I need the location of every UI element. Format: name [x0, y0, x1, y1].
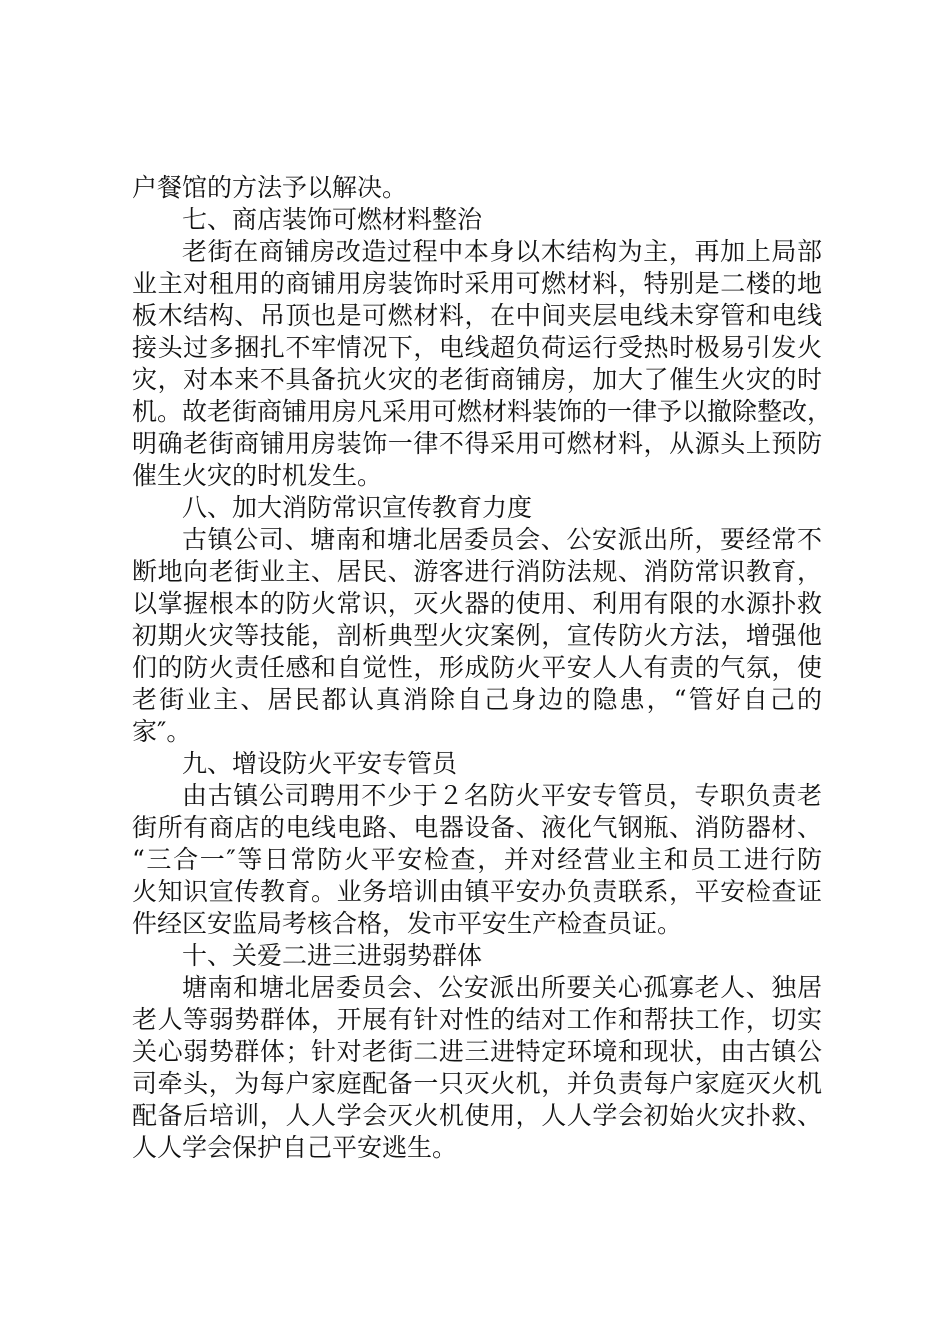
text-line: 塘南和塘北居委员会、公安派出所要关心孤寡老人、独居 [182, 973, 822, 1002]
text-line: 户餐馆的方法予以解决。 [132, 173, 408, 202]
text-line: 明确老街商铺用房装饰一律不得采用可燃材料，从源头上预防 [132, 429, 822, 458]
text-line: 件经区安监局考核合格，发市平安生产检查员证。 [132, 909, 683, 938]
text-line: 机。故老街商铺用房凡采用可燃材料装饰的一律予以撤除整改， [132, 397, 833, 426]
text-line: 老街业主、居民都认真消除自己身边的隐患，“管好自己的 [132, 685, 822, 714]
text-line: 以掌握根本的防火常识，灭火器的使用、利用有限的水源扑救 [132, 589, 822, 618]
text-line: 火知识宣传教育。业务培训由镇平安办负责联系，平安检查证 [132, 877, 822, 906]
text-line: 初期火灾等技能，剖析典型火灾案例，宣传防火方法，增强他 [132, 621, 822, 650]
section-heading: 十、关爱二进三进弱势群体 [182, 941, 483, 970]
section-heading: 七、商店装饰可燃材料整治 [182, 205, 483, 234]
text-line: 老街在商铺房改造过程中本身以木结构为主，再加上局部 [182, 237, 822, 266]
text-line: 业主对租用的商铺用房装饰时采用可燃材料，特别是二楼的地 [132, 269, 822, 298]
text-line: 配备后培训，人人学会灭火机使用，人人学会初始火灾扑救、 [132, 1101, 822, 1130]
text-line: 由古镇公司聘用不少于２名防火平安专管员，专职负责老 [182, 781, 822, 810]
document-body [132, 172, 833, 1164]
text-line: 街所有商店的电线电路、电器设备、液化气钢瓶、消防器材、 [132, 813, 822, 842]
text-line: 关心弱势群体；针对老街二进三进特定环境和现状，由古镇公 [132, 1037, 822, 1066]
text-line: 古镇公司、塘南和塘北居委员会、公安派出所，要经常不 [182, 525, 822, 554]
section-heading: 八、加大消防常识宣传教育力度 [182, 493, 533, 522]
text-line: 接头过多捆扎不牢情况下，电线超负荷运行受热时极易引发火 [132, 333, 822, 362]
text-line: 们的防火责任感和自觉性，形成防火平安人人有责的气氛，使 [132, 653, 822, 682]
text-line: 灾，对本来不具备抗火灾的老街商铺房，加大了催生火灾的时 [132, 365, 822, 394]
text-line: 人人学会保护自己平安逃生。 [132, 1133, 458, 1162]
text-line: 断地向老街业主、居民、游客进行消防法规、消防常识教育， [132, 557, 822, 586]
text-line: “三合一″等日常防火平安检查，并对经营业主和员工进行防 [132, 845, 822, 874]
text-line: 家″。 [132, 717, 192, 746]
text-line: 老人等弱势群体，开展有针对性的结对工作和帮扶工作，切实 [132, 1005, 822, 1034]
text-line: 司牵头，为每户家庭配备一只灭火机，并负责每户家庭灭火机 [132, 1069, 822, 1098]
section-heading: 九、增设防火平安专管员 [182, 749, 458, 778]
text-line: 板木结构、吊顶也是可燃材料，在中间夹层电线未穿管和电线 [132, 301, 822, 330]
text-line: 催生火灾的时机发生。 [132, 461, 383, 490]
